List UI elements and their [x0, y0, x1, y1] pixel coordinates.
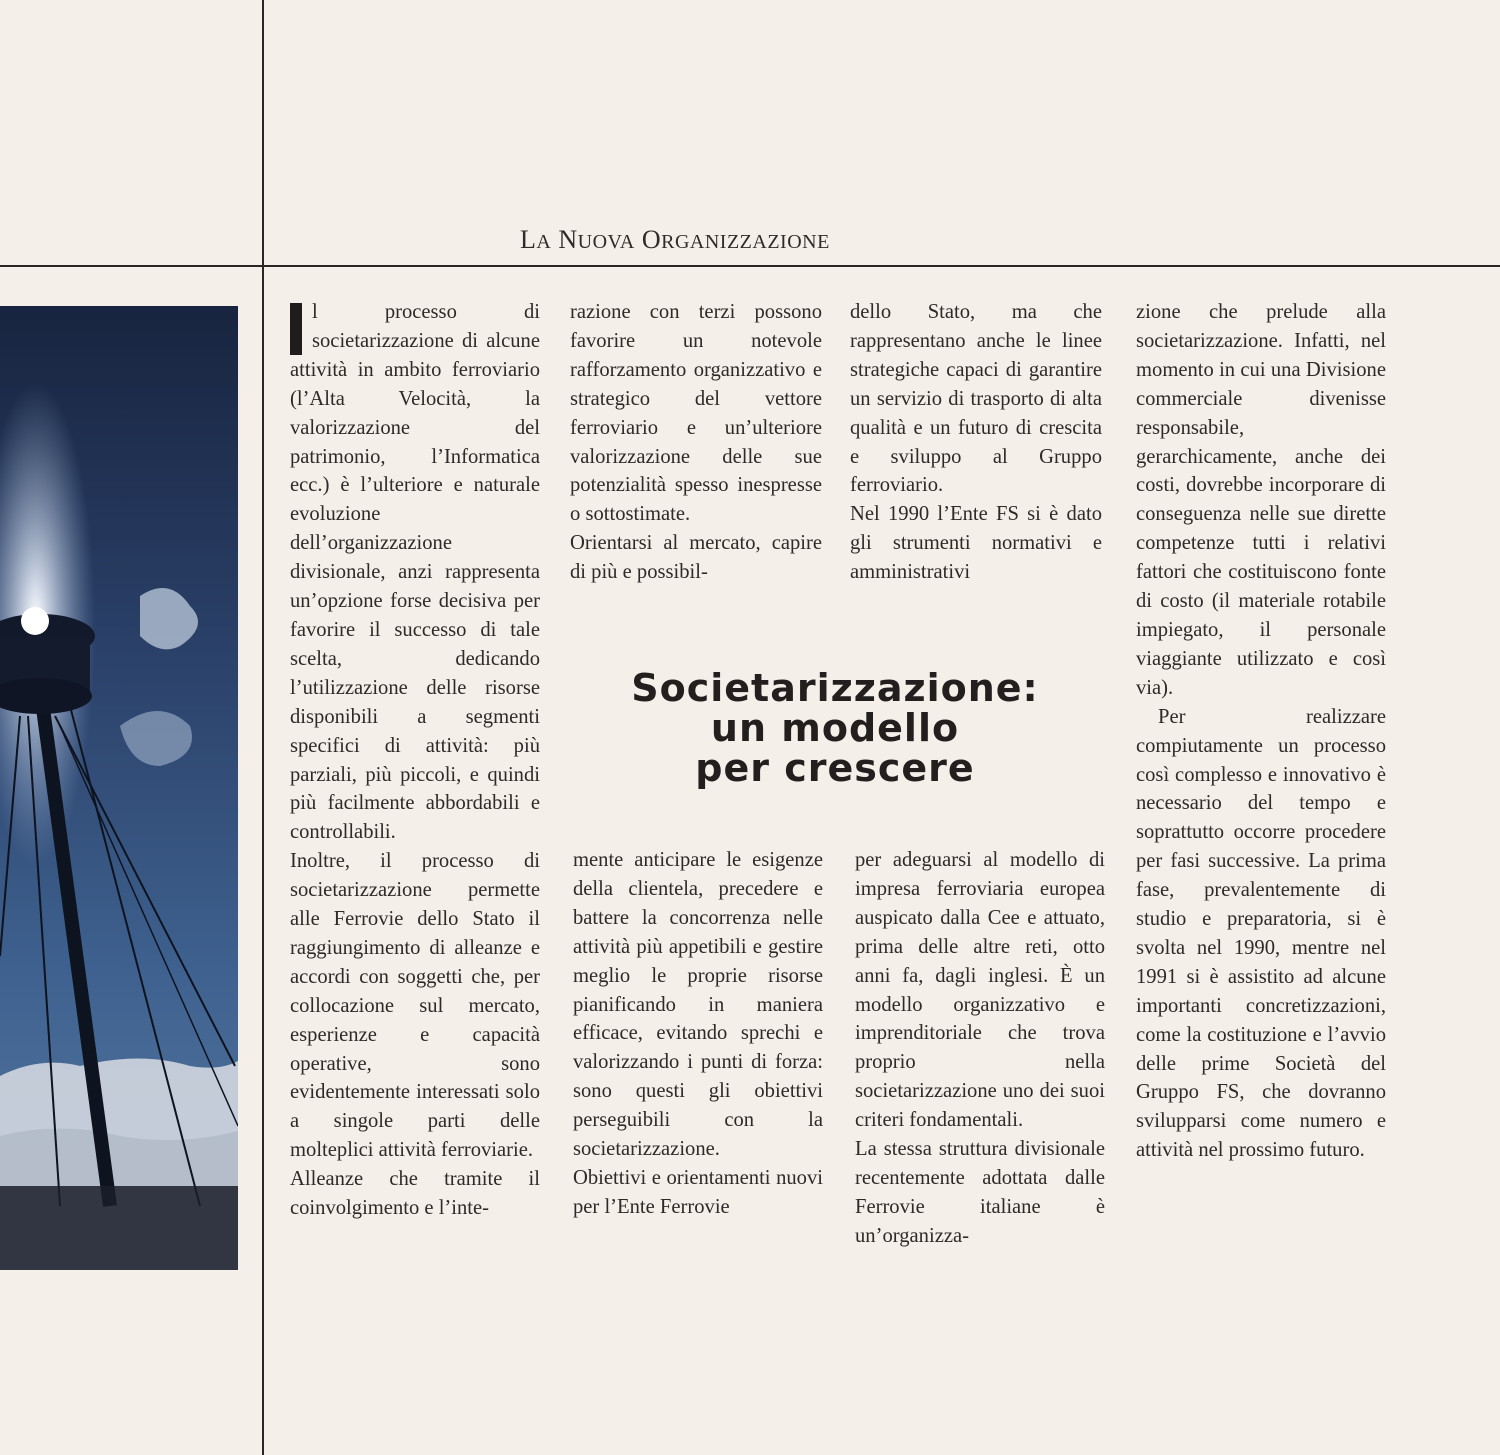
paragraph: zione che prelude alla societarizzazione. Infatti, nel momento in cui una Divisione commerciale divenisse responsabile, gerarchicamente, anche dei costi, dovrebbe incorporare di conseguenza nelle sue dirette competenze tutti i relativi fattori che costituiscono fonte di costo (il materiale rotabile impiegato, il personale viaggiante utilizzato e così via).: [1136, 301, 1386, 699]
column-2-bottom: [573, 846, 823, 1222]
column-3-bottom: [855, 846, 1105, 1251]
running-head: LA NUOVA ORGANIZZAZIONE: [520, 225, 830, 254]
paragraph: dello Stato, ma che rappresentano anche le linee strategiche capaci di garantire un servizio di trasporto di alta qualità e un futuro di crescita e sviluppo al Gruppo ferroviario.: [850, 301, 1102, 497]
paragraph: razione con terzi possono favorire un notevole rafforzamento organizzativo e strategico del vettore ferroviario e un’ulteriore valorizzazione delle sue potenzialità spesso inespresse o sottostimate.: [570, 301, 822, 526]
paragraph: Obiettivi e orientamenti nuovi per l’Ente Ferrovie: [573, 1166, 823, 1218]
paragraph: Per realizzare compiutamente un processo così complesso e innovativo è necessario del tempo e soprattutto occorre procedere per fasi successive. La prima fase, prevalentemente di studio e preparatoria, si è svolta nel 1990, mentre nel 1991 si è assistito ad alcune importanti concretizzazioni, come la costituzione e l’avvio delle prime Società del Gruppo FS, che dovranno svilupparsi come numero e attività nel prossimo futuro.: [1136, 705, 1386, 1162]
paragraph: per adeguarsi al modello di impresa ferroviaria europea auspicato dalla Cee e attuato, prima delle altre reti, otto anni fa, dagli inglesi. È un modello organizzativo e imprenditoriale che trova proprio nella societarizzazione uno dei suoi criteri fondamentali.: [855, 849, 1105, 1132]
antenna-tower-icon: [0, 306, 238, 1270]
paragraph: La stessa struttura divisionale recentemente adottata dalle Ferrovie italiane è un’organizza-: [855, 1138, 1105, 1247]
column-1: [290, 298, 540, 1223]
paragraph: Orientarsi al mercato, capire di più e possibil-: [570, 532, 822, 584]
paragraph: Inoltre, il processo di societarizzazione permette alle Ferrovie dello Stato il raggiungimento di alleanze e accordi con soggetti che, per collocazione sul mercato, esperienze e capacità operative, sono evidentemente interessati solo a singole parti delle molteplici attività ferroviarie.: [290, 850, 540, 1162]
headline-line: Societarizzazione:: [631, 666, 1039, 710]
drop-cap-block: [290, 303, 302, 355]
article-headline: [560, 668, 1110, 788]
headline-line: un modello: [710, 706, 960, 750]
headline-line: per crescere: [695, 746, 975, 790]
paragraph: l processo di societarizzazione di alcune attività in ambito ferroviario (l’Alta Velocità, la valorizzazione del patrimonio, l’Informatica ecc.) è l’ulteriore e naturale evoluzione dell’organizzazione divisionale, anzi rappresenta un’opzione forse decisiva per favorire il successo di tale scelta, dedicando l’utilizzazione delle risorse disponibili a segmenti specifici di attività: più parziali, più piccoli, e quindi più facilmente abbordabili e controllabili.: [290, 301, 540, 844]
column-4: [1136, 298, 1386, 1165]
paragraph: Alleanze che tramite il coinvolgimento e l’inte-: [290, 1168, 540, 1220]
horizontal-rule: [0, 265, 1500, 267]
paragraph: Nel 1990 l’Ente FS si è dato gli strumenti normativi e amministrativi: [850, 503, 1102, 584]
column-2-top: [570, 298, 822, 587]
column-3-top: [850, 298, 1102, 587]
vertical-rule: [262, 0, 264, 1455]
antenna-tower-photo: [0, 306, 238, 1270]
paragraph: mente anticipare le esigenze della clientela, precedere e battere la concorrenza nelle attività più appetibili e gestire meglio le proprie risorse pianificando in maniera efficace, evitando sprechi e valorizzando i punti di forza: sono questi gli obiettivi perseguibili con la societarizzazione.: [573, 849, 823, 1161]
